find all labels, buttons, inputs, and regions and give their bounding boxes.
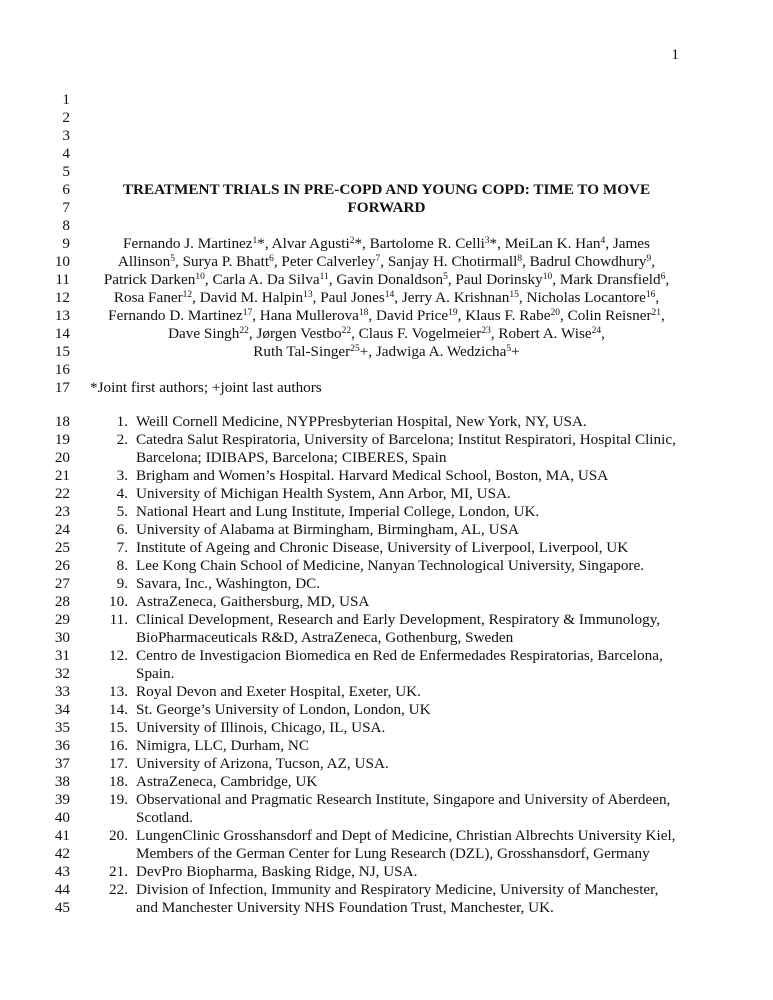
- affiliation-marker: 5: [443, 272, 448, 282]
- author-name: Fernando D. Martinez: [108, 307, 243, 324]
- line-number: 22: [54, 485, 70, 502]
- affiliation-text: Brigham and Women’s Hospital. Harvard Medical School, Boston, MA, USA: [136, 467, 609, 484]
- line-number: 44: [54, 881, 70, 898]
- author-separator: ,: [490, 325, 499, 342]
- affiliation-text: and Manchester University NHS Foundation Trust, Manchester, UK.: [136, 899, 554, 916]
- line-number: 28: [54, 593, 70, 610]
- line-number: 15: [54, 343, 70, 360]
- line-number: 23: [54, 503, 70, 520]
- line-number: 19: [54, 431, 70, 448]
- affiliation-text: Members of the German Center for Lung Research (DZL), Grosshansdorf, Germany: [136, 845, 650, 862]
- affiliation-text: Royal Devon and Exeter Hospital, Exeter, UK.: [136, 683, 421, 700]
- affiliation-number: 19.: [109, 791, 128, 808]
- line-number: 20: [54, 449, 70, 466]
- affiliation-number: 5.: [116, 503, 128, 520]
- affiliation-text: University of Illinois, Chicago, IL, USA.: [136, 719, 386, 736]
- author-name: Nicholas Locantore: [526, 289, 646, 306]
- affiliation-number: 4.: [116, 485, 128, 502]
- author-separator: ,: [522, 253, 530, 270]
- author-separator: ,: [273, 253, 282, 270]
- affiliation-text: Weill Cornell Medicine, NYPPresbyterian Hospital, New York, NY, USA.: [136, 413, 587, 430]
- affiliation-text: AstraZeneca, Gaithersburg, MD, USA: [136, 593, 370, 610]
- affiliation-text: National Heart and Lung Institute, Imperial College, London, UK.: [136, 503, 540, 520]
- affiliation-marker: 11: [319, 272, 329, 282]
- line-number: 24: [54, 521, 70, 538]
- affiliation-number: 2.: [116, 431, 128, 448]
- affiliation-text: Observational and Pragmatic Research Institute, Singapore and University of Aberdeen,: [136, 791, 671, 808]
- line-number: 30: [54, 629, 70, 646]
- line-number: 45: [54, 899, 70, 916]
- affiliation-text: Clinical Development, Research and Early Development, Respiratory & Immunology,: [136, 611, 661, 628]
- line-number: 10: [54, 253, 70, 270]
- line-number: 11: [55, 271, 70, 288]
- affiliation-number: 10.: [109, 593, 128, 610]
- affiliation-marker: 18: [358, 308, 369, 318]
- affiliation-marker: 10: [195, 272, 205, 282]
- line-number: 37: [54, 755, 70, 772]
- line-number: 33: [54, 683, 70, 700]
- line-number: 13: [54, 307, 70, 324]
- affiliation-number: 16.: [109, 737, 128, 754]
- affiliation-marker: 7: [375, 254, 381, 264]
- author-name: Robert A. Wise: [498, 325, 592, 342]
- affiliation-marker: 15: [509, 290, 519, 300]
- author-name: Klaus F. Rabe: [465, 307, 551, 324]
- line-number: 32: [54, 665, 70, 682]
- author-separator: ,: [204, 271, 213, 288]
- author-name: Mark Dransfield: [559, 271, 661, 288]
- affiliation-number: 6.: [116, 521, 128, 538]
- paper-title-line-2: FORWARD: [347, 199, 426, 216]
- affiliation-text: BioPharmaceuticals R&D, AstraZeneca, Gothenburg, Sweden: [136, 629, 514, 646]
- paper-title-line-1: TREATMENT TRIALS IN PRE-COPD AND YOUNG COPD: TIME TO MOVE: [122, 181, 651, 198]
- author-name: Alvar Agusti: [271, 235, 350, 252]
- affiliation-marker: 6: [660, 272, 666, 282]
- affiliation-number: 18.: [109, 773, 128, 790]
- affiliation-number: 21.: [109, 863, 128, 880]
- affiliation-number: 22.: [109, 881, 128, 898]
- author-separator: ,: [351, 325, 359, 342]
- author-name: Carla A. Da Silva: [212, 271, 320, 288]
- affiliation-number: 7.: [116, 539, 128, 556]
- line-number: 4: [62, 145, 70, 162]
- affiliation-marker: 3: [484, 236, 490, 246]
- author-name: Gavin Donaldson: [336, 271, 444, 288]
- author-separator: ,: [394, 289, 402, 306]
- author-separator: ,: [174, 253, 183, 270]
- affiliation-number: 13.: [109, 683, 128, 700]
- line-number: 31: [54, 647, 70, 664]
- author-separator: ,: [447, 271, 456, 288]
- author-separator: ,: [328, 271, 337, 288]
- line-number: 18: [54, 413, 70, 430]
- line-number: 6: [62, 181, 70, 198]
- author-line: [90, 289, 683, 307]
- affiliation-number: 12.: [109, 647, 128, 664]
- line-number: 41: [54, 827, 70, 844]
- affiliation-marker: 22: [341, 326, 352, 336]
- line-number: 7: [62, 199, 70, 216]
- affiliation-marker: 5: [506, 344, 512, 354]
- author-name: Hana Mullerova: [259, 307, 359, 324]
- author-name: Dave Singh: [168, 325, 240, 342]
- author-name: Peter Calverley: [281, 253, 376, 270]
- affiliation-marker: 14: [384, 290, 395, 300]
- author-separator: +,: [359, 343, 376, 360]
- affiliation-marker: 20: [550, 308, 560, 318]
- line-number: 2: [62, 109, 70, 126]
- line-number: 34: [54, 701, 70, 718]
- affiliation-text: University of Michigan Health System, Ann Arbor, MI, USA.: [136, 485, 511, 502]
- affiliation-number: 1.: [116, 413, 128, 430]
- author-line: [90, 307, 683, 325]
- author-name: Surya P. Bhatt: [182, 253, 270, 270]
- author-separator: *,: [354, 235, 370, 252]
- affiliation-text: Lee Kong Chain School of Medicine, Nanyan Technological University, Singapore.: [136, 557, 645, 574]
- affiliation-number: 20.: [109, 827, 128, 844]
- author-name: Badrul Chowdhury: [529, 253, 647, 270]
- line-number: 14: [54, 325, 70, 342]
- author-separator: ,: [380, 253, 388, 270]
- line-number: 9: [62, 235, 70, 252]
- author-separator: ,: [661, 307, 665, 324]
- author-separator: ,: [651, 253, 656, 270]
- line-number: 3: [62, 127, 70, 144]
- author-separator: ,: [252, 307, 260, 324]
- author-name: Fernando J. Martinez: [123, 235, 253, 252]
- page-number: 1: [671, 46, 679, 63]
- line-number: 16: [54, 361, 70, 378]
- author-separator: *,: [257, 235, 272, 252]
- line-number: 1: [62, 91, 70, 108]
- affiliation-marker: 9: [646, 254, 652, 264]
- line-number: 26: [54, 557, 70, 574]
- affiliation-number: 9.: [116, 575, 128, 592]
- author-name: Paul Dorinsky: [455, 271, 543, 288]
- affiliation-text: Division of Infection, Immunity and Respiratory Medicine, University of Manchester,: [136, 881, 659, 898]
- affiliation-marker: 10: [542, 272, 553, 282]
- author-line: [90, 343, 683, 361]
- author-name: David Price: [376, 307, 449, 324]
- joint-authorship-note: *Joint first authors; +joint last authors: [90, 379, 322, 396]
- affiliation-marker: 16: [645, 290, 656, 300]
- affiliation-number: 15.: [109, 719, 128, 736]
- affiliation-marker: 24: [591, 326, 602, 336]
- author-name: Rosa Faner: [113, 289, 183, 306]
- author-name: Ruth Tal-Singer: [253, 343, 351, 360]
- author-line: [90, 271, 683, 289]
- affiliation-marker: 19: [448, 308, 458, 318]
- affiliation-text: Nimigra, LLC, Durham, NC: [136, 737, 309, 754]
- affiliation-text: Catedra Salut Respiratoria, University of Barcelona; Institut Respiratori, Hospital Clinic,: [136, 431, 676, 448]
- line-number: 42: [54, 845, 70, 862]
- author-name: Jadwiga A. Wedzicha: [375, 343, 507, 360]
- line-number: 25: [54, 539, 70, 556]
- author-separator: ,: [655, 289, 660, 306]
- author-separator: +: [511, 343, 520, 360]
- author-separator: *,: [489, 235, 505, 252]
- author-separator: ,: [601, 325, 605, 342]
- author-separator: ,: [457, 307, 466, 324]
- affiliation-text: Barcelona; IDIBAPS, Barcelona; CIBERES, Spain: [136, 449, 447, 466]
- affiliation-text: St. George’s University of London, London, UK: [136, 701, 431, 718]
- author-name: Colin Reisner: [567, 307, 652, 324]
- line-number: 27: [54, 575, 70, 592]
- author-name: Sanjay H. Chotirmall: [387, 253, 518, 270]
- affiliation-marker: 13: [303, 290, 313, 300]
- author-separator: ,: [605, 235, 613, 252]
- affiliation-text: Centro de Investigacion Biomedica en Red de Enfermedades Respiratorias, Barcelona,: [136, 647, 663, 664]
- author-separator: ,: [312, 289, 321, 306]
- line-number: 17: [54, 379, 70, 396]
- affiliation-text: Scotland.: [136, 809, 193, 826]
- line-number: 29: [54, 611, 70, 628]
- line-number: 5: [62, 163, 70, 180]
- affiliation-number: 11.: [109, 611, 128, 628]
- author-name: MeiLan K. Han: [504, 235, 601, 252]
- affiliation-text: AstraZeneca, Cambridge, UK: [136, 773, 318, 790]
- affiliation-marker: 22: [239, 326, 249, 336]
- line-number: 39: [54, 791, 70, 808]
- author-name: Bartolome R. Celli: [369, 235, 485, 252]
- affiliation-marker: 4: [600, 236, 606, 246]
- author-line: [90, 325, 683, 343]
- affiliation-marker: 5: [170, 254, 175, 264]
- line-number: 8: [62, 217, 70, 234]
- affiliation-marker: 8: [517, 254, 523, 264]
- affiliation-marker: 21: [651, 308, 662, 318]
- affiliation-marker: 17: [242, 308, 253, 318]
- author-name: Jerry A. Krishnan: [401, 289, 510, 306]
- affiliation-marker: 2: [349, 236, 355, 246]
- line-number: 38: [54, 773, 70, 790]
- author-name: Jørgen Vestbo: [256, 325, 342, 342]
- author-separator: ,: [368, 307, 376, 324]
- affiliation-text: University of Arizona, Tucson, AZ, USA.: [136, 755, 389, 772]
- affiliation-marker: 6: [269, 254, 274, 264]
- author-separator: ,: [248, 325, 257, 342]
- affiliation-number: 8.: [116, 557, 128, 574]
- affiliation-marker: 12: [182, 290, 193, 300]
- author-name: Patrick Darken: [103, 271, 196, 288]
- affiliation-marker: 1: [252, 236, 258, 246]
- author-separator: ,: [559, 307, 568, 324]
- affiliation-text: Savara, Inc., Washington, DC.: [136, 575, 321, 592]
- line-number: 40: [54, 809, 70, 826]
- affiliation-marker: 23: [481, 326, 491, 336]
- affiliation-number: 17.: [109, 755, 128, 772]
- author-name: Paul Jones: [320, 289, 385, 306]
- line-number: 21: [54, 467, 70, 484]
- author-separator: ,: [192, 289, 200, 306]
- affiliation-number: 14.: [109, 701, 128, 718]
- line-number: 36: [54, 737, 70, 754]
- author-name: Claus F. Vogelmeier: [358, 325, 482, 342]
- author-line: Allinson$^5$, Surya P. Bhatt$^6$, Peter Calverley$^7$, Sanjay H. Chotirmall$^8$, Badrul Chowdhury$^9$,: [117, 253, 656, 270]
- affiliation-text: DevPro Biopharma, Basking Ridge, NJ, USA.: [136, 863, 418, 880]
- author-separator: ,: [552, 271, 560, 288]
- line-number: 12: [54, 289, 70, 306]
- author-separator: ,: [518, 289, 527, 306]
- author-separator: ,: [665, 271, 670, 288]
- affiliation-text: LungenClinic Grosshansdorf and Dept of Medicine, Christian Albrechts University Kiel,: [136, 827, 676, 844]
- affiliation-text: Spain.: [136, 665, 175, 682]
- author-line: Fernando J. Martinez$^1$*, Alvar Agusti$^2$*, Bartolome R. Celli$^3$*, MeiLan K. Han$^4$, James: [123, 235, 650, 252]
- line-number: 43: [54, 863, 70, 880]
- affiliation-marker: 25: [350, 344, 360, 354]
- affiliation-text: Institute of Ageing and Chronic Disease, University of Liverpool, Liverpool, UK: [136, 539, 629, 556]
- affiliation-text: University of Alabama at Birmingham, Birmingham, AL, USA: [136, 521, 520, 538]
- author-name: David M. Halpin: [199, 289, 304, 306]
- affiliation-number: 3.: [116, 467, 128, 484]
- line-number: 35: [54, 719, 70, 736]
